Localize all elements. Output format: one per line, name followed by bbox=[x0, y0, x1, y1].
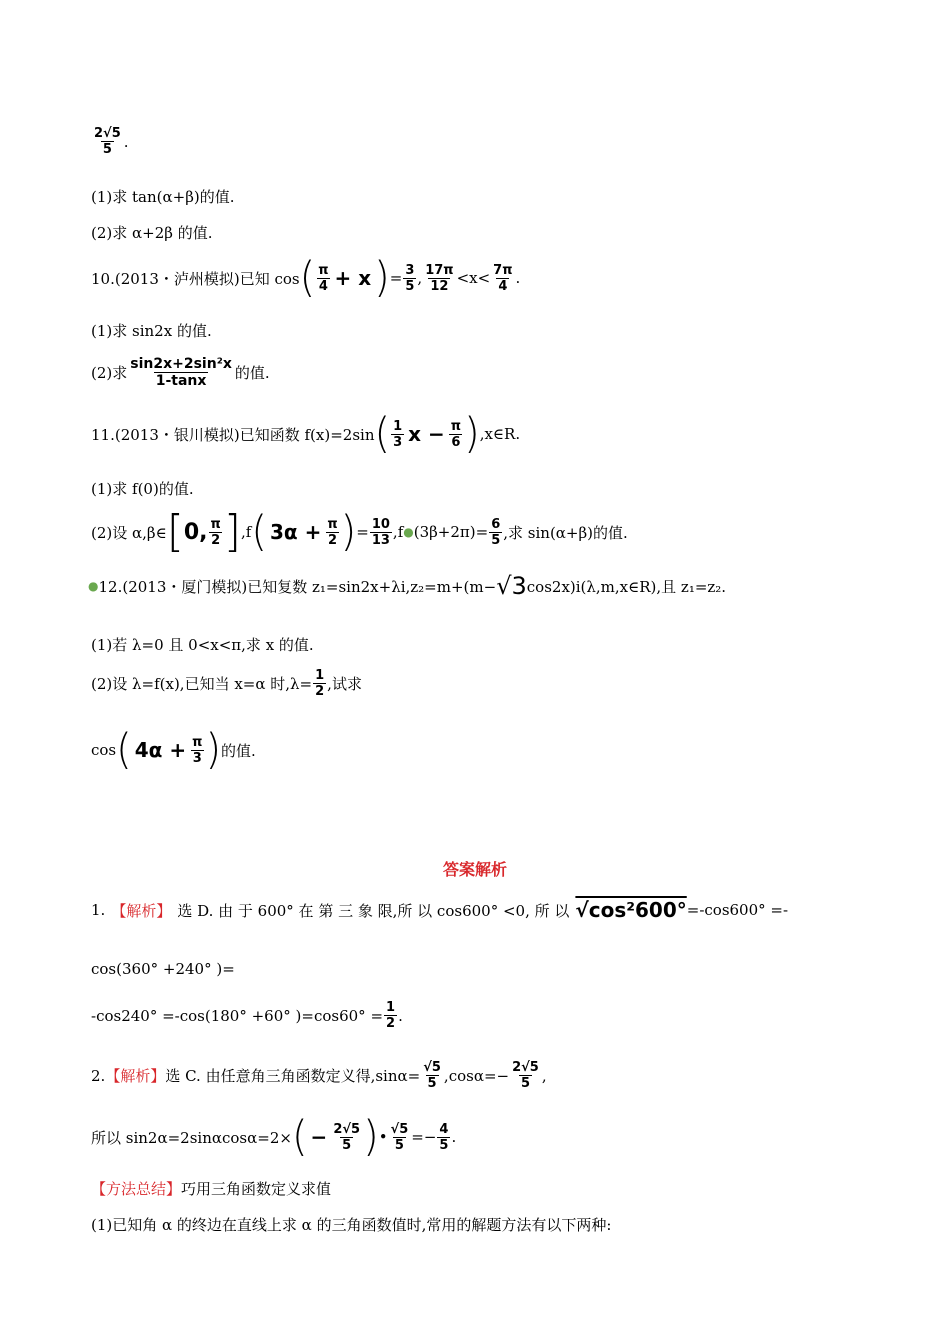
q11-part2: (2)设 α,β∈ [ 0, $\frac{\pi}{2}$ ] ,f ( 3α + $\frac{\pi}{2}$ ) = $\frac{10}{13}$ ,f ● (3β+2π) = $\frac{6}{5}$ ,求 sin(α+β)的值. bbox=[91, 506, 628, 557]
q9-part2: (2)求 α+2β 的值. bbox=[91, 224, 213, 242]
method-summary: 【方法总结】 巧用三角函数定义求值 bbox=[91, 1180, 332, 1198]
q12-statement: ● 12.(2013・厦门模拟)已知复数 z₁=sin2x+λi,z₂=m+(m− √3 cos2x)i(λ,m,x∈R),且 z₁=z₂. bbox=[88, 572, 727, 600]
top-fraction-line: $\frac{2√5}{5}$ . bbox=[94, 126, 129, 157]
q10-statement: 10.(2013・泸州模拟)已知 cos ( $\frac{\pi}{4}$ + x ) = $\frac{3}{5}$ , $\frac{17\pi}{12}$ <x< $\frac{7\pi}{4}$ . bbox=[91, 253, 521, 303]
answer-1-line1: 1. 【解析】 选 D. 由 于 600° 在 第 三 象 限,所 以 cos600° <0, 所 以 √cos²600° =-cos600° =- bbox=[91, 898, 789, 922]
fraction: $\frac{2√5}{5}$ bbox=[94, 126, 121, 157]
q11-part1: (1)求 f(0)的值. bbox=[91, 480, 194, 498]
answer-1-line2: cos(360° +240° )= bbox=[91, 960, 235, 978]
q9-part1: (1)求 tan(α+β)的值. bbox=[91, 188, 235, 206]
q12-part2: (2)设 λ=f(x),已知当 x=α 时,λ= $\frac{1}{2}$ ,试求 bbox=[91, 668, 362, 699]
q12-part3: cos ( 4α + $\frac{\pi}{3}$ ) 的值. bbox=[91, 725, 256, 775]
answer-2-line1: 2. 【解析】 选 C. 由任意角三角函数定义得,sinα= $\frac{√5}{5}$ ,cosα=− $\frac{2√5}{5}$ , bbox=[91, 1060, 547, 1091]
q12-part1: (1)若 λ=0 且 0<x<π,求 x 的值. bbox=[91, 636, 314, 654]
method-line2: (1)已知角 α 的终边在直线上求 α 的三角函数值时,常用的解题方法有以下两种: bbox=[91, 1216, 612, 1234]
q10-part2: (2)求 $\frac{\text{sin2x+2sin²x}}{1-\tan x}$ 的值. bbox=[91, 356, 270, 389]
q10-part1: (1)求 sin2x 的值. bbox=[91, 322, 212, 340]
answers-title: 答案解析 bbox=[442, 860, 507, 879]
answer-1-line3: -cos240° =-cos(180° +60° )=cos60° = $\frac{1}{2}$ . bbox=[91, 1000, 403, 1031]
answer-2-line2: 所以 sin2α=2sinαcosα=2× ( − $\frac{2√5}{5}$ ) • $\frac{√5}{5}$ =− $\frac{4}{5}$ . bbox=[91, 1112, 457, 1162]
q11-statement: 11.(2013・银川模拟)已知函数 f(x)=2sin ( $\frac{1}{3}$ x − $\frac{\pi}{6}$ ) ,x∈R. bbox=[91, 409, 521, 459]
